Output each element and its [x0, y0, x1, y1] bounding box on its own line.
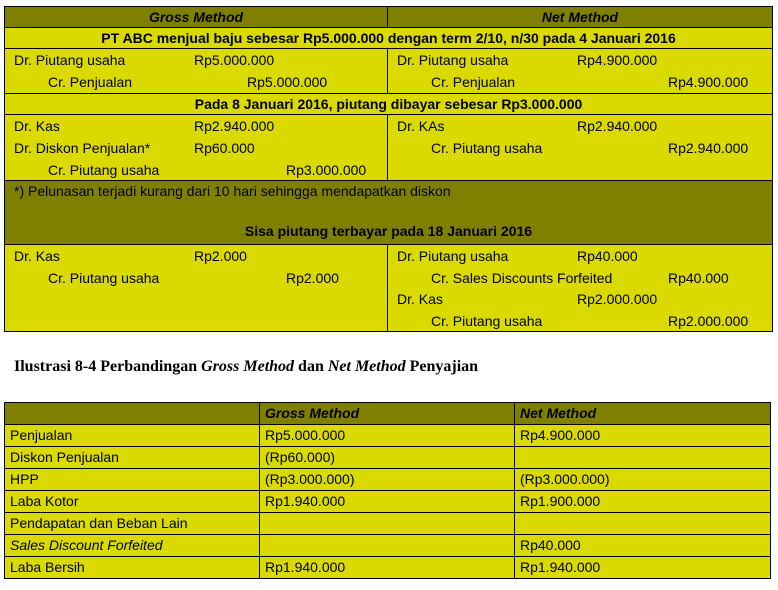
journal-line: Cr. Penjualan	[431, 74, 516, 90]
section1-net-cell	[388, 49, 773, 94]
footnote-text: *) Pelunasan terjadi kurang dari 10 hari sehingga mendapatkan diskon	[14, 183, 451, 199]
credit-amount: Rp2.000	[286, 270, 339, 286]
table-row	[5, 425, 771, 447]
table-row	[5, 469, 771, 491]
journal-line: Dr. KAs	[397, 118, 445, 134]
journal-comparison-table	[4, 6, 773, 332]
presentation-comparison-table	[4, 402, 771, 579]
net-value: Rp40.000	[515, 535, 771, 557]
journal-line: Cr. Piutang usaha	[48, 162, 160, 178]
journal-line: Cr. Piutang usaha	[48, 270, 160, 286]
gross-value: Rp1.940.000	[260, 491, 515, 513]
net-value	[515, 447, 771, 469]
gross-value	[260, 513, 515, 535]
gross-value: (Rp3.000.000)	[260, 469, 515, 491]
credit-amount: Rp40.000	[668, 270, 729, 286]
credit-amount: Rp4.900.000	[668, 74, 749, 90]
net-value	[515, 513, 771, 535]
gross-value	[260, 535, 515, 557]
debit-amount: Rp5.000.000	[194, 52, 275, 68]
journal-line: Cr. Sales Discounts Forfeited	[431, 270, 613, 286]
table-row	[5, 491, 771, 513]
journal-line: Dr. Kas	[397, 291, 443, 307]
debit-amount: Rp2.940.000	[194, 118, 275, 134]
row-label: HPP	[5, 469, 260, 491]
net-value: Rp1.940.000	[515, 557, 771, 579]
section1-gross-cell	[5, 49, 388, 94]
row-label: Laba Kotor	[5, 491, 260, 513]
header-gross-method: Gross Method	[260, 403, 515, 425]
table-row	[5, 557, 771, 579]
section1-title: PT ABC menjual baju sebesar Rp5.000.000 dengan term 2/10, n/30 pada 4 Januari 2016	[5, 28, 773, 49]
row-label: Sales Discount Forfeited	[5, 535, 260, 557]
credit-amount: Rp3.000.000	[286, 162, 367, 178]
debit-amount: Rp4.900.000	[577, 52, 658, 68]
credit-amount: Rp2.940.000	[668, 140, 749, 156]
header-net-method: Net Method	[515, 403, 771, 425]
header-net-method: Net Method	[388, 7, 773, 28]
journal-line: Dr. Piutang usaha	[397, 248, 509, 264]
section2-net-cell	[388, 115, 773, 181]
section3-gross-cell	[5, 245, 388, 332]
credit-amount: Rp5.000.000	[247, 74, 328, 90]
table-row	[5, 513, 771, 535]
gross-value: (Rp60.000)	[260, 447, 515, 469]
gross-value: Rp5.000.000	[260, 425, 515, 447]
table-row	[5, 535, 771, 557]
net-value: (Rp3.000.000)	[515, 469, 771, 491]
net-value: Rp4.900.000	[515, 425, 771, 447]
row-label: Penjualan	[5, 425, 260, 447]
header-gross-method: Gross Method	[5, 7, 388, 28]
gross-value: Rp1.940.000	[260, 557, 515, 579]
table-header-row	[5, 403, 771, 425]
section3-title: Sisa piutang terbayar pada 18 Januari 2016	[244, 223, 533, 239]
journal-line: Cr. Piutang usaha	[431, 313, 543, 329]
debit-amount: Rp2.000	[194, 248, 247, 264]
row-label: Pendapatan dan Beban Lain	[5, 513, 260, 535]
net-value: Rp1.900.000	[515, 491, 771, 513]
section2-gross-cell	[5, 115, 388, 181]
table-row	[5, 447, 771, 469]
journal-line: Cr. Piutang usaha	[431, 140, 543, 156]
section3-net-cell	[388, 245, 773, 332]
journal-line: Dr. Piutang usaha	[14, 52, 126, 68]
journal-line: Dr. Kas	[14, 118, 60, 134]
debit-amount: Rp60.000	[194, 140, 255, 156]
row-label: Diskon Penjualan	[5, 447, 260, 469]
journal-line: Dr. Diskon Penjualan*	[14, 140, 151, 156]
row-label: Laba Bersih	[5, 557, 260, 579]
credit-amount: Rp2.000.000	[668, 313, 749, 329]
debit-amount: Rp2.940.000	[577, 118, 658, 134]
figure-caption: Ilustrasi 8-4 Perbandingan Gross Method dan Net Method Penyajian	[14, 358, 479, 375]
section2-title: Pada 8 Januari 2016, piutang dibayar sebesar Rp3.000.000	[5, 94, 773, 115]
journal-line: Cr. Penjualan	[48, 74, 133, 90]
debit-amount: Rp40.000	[577, 248, 638, 264]
journal-line: Dr. Kas	[14, 248, 60, 264]
journal-line: Dr. Piutang usaha	[397, 52, 509, 68]
footnote-cell	[5, 181, 773, 245]
debit-amount: Rp2.000.000	[577, 291, 658, 307]
header-blank	[5, 403, 260, 425]
